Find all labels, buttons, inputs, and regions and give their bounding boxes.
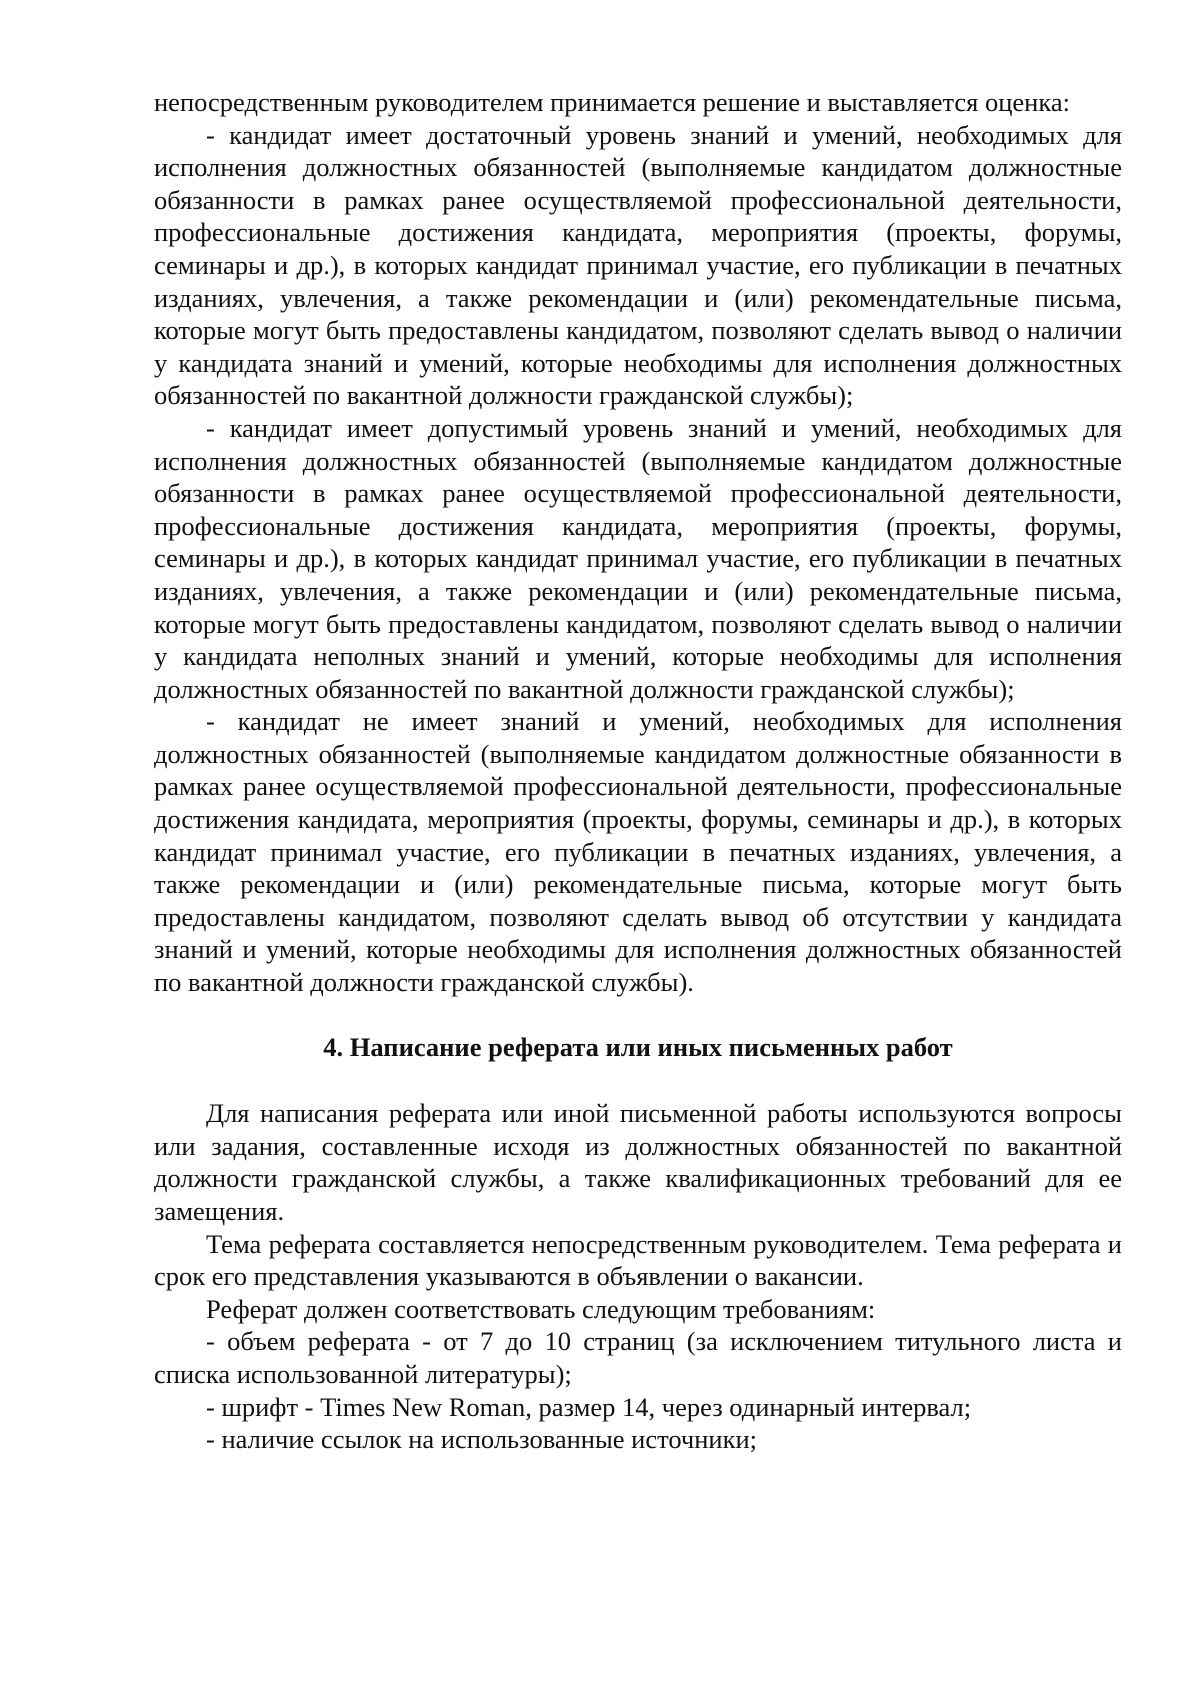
criterion-acceptable: - кандидат имеет допустимый уровень знаний и умений, необходимых для исполнения должностных обязанностей (выполняемые кандидатом должностные обязанности в рамках ранее осуществляемой профессиональной деятельности, профессиональные достижения кандидата, мероприятия (проекты, форумы, семинары и др.), в которых кандидат принимал участие, его публикации в печатных изданиях, увлечения, а также рекомендации и (или) рекомендательные письма, которые могут быть предоставлены кандидатом, позволяют сделать вывод о наличии у кандидата неполных знаний и умений, которые необходимы для исполнения должностных обязанностей по вакантной должности гражданской службы); [154,412,1122,704]
section-heading: 4. Написание реферата или иных письменных работ [323,1031,953,1062]
criterion-absent: - кандидат не имеет знаний и умений, необходимых для исполнения должностных обязанностей (выполняемые кандидатом должностные обязанности в рамках ранее осуществляемой профессиональной деятельности, профессиональные достижения кандидата, мероприятия (проекты, форумы, семинары и др.), в которых кандидат принимал участие, его публикации в печатных изданиях, увлечения, а также рекомендации и (или) рекомендательные письма, которые могут быть предоставлены кандидатом, позволяют сделать вывод об отсутствии у кандидата знаний и умений, которые необходимы для исполнения должностных обязанностей по вакантной должности гражданской службы). [154,706,1122,998]
intro-paragraph: непосредственным руководителем принимается решение и выставляется оценка: [154,87,1070,117]
requirement-volume: - объем реферата - от 7 до 10 страниц (за исключением титульного листа и списка использованной литературы); [154,1326,1122,1389]
requirement-font: - шрифт - Times New Roman, размер 14, через одинарный интервал; [206,1391,972,1422]
section-paragraph-2: Тема реферата составляется непосредственным руководителем. Тема реферата и срок его представления указываются в объявлении о вакансии. [154,1228,1122,1292]
requirement-references: - наличие ссылок на использованные источники; [206,1424,758,1455]
section-paragraph-3: Реферат должен соответствовать следующим требованиям: [206,1293,876,1324]
section-paragraph-1: Для написания реферата или иной письменной работы используются вопросы или задания, составленные исходя из должностных обязанностей по вакантной должности гражданской службы, а также квалификационных требований для ее замещения. [154,1098,1122,1226]
criterion-sufficient: - кандидат имеет достаточный уровень знаний и умений, необходимых для исполнения должностных обязанностей (выполняемые кандидатом должностные обязанности в рамках ранее осуществляемой профессиональной деятельности, профессиональные достижения кандидата, мероприятия (проекты, форумы, семинары и др.), в которых кандидат принимал участие, его публикации в печатных изданиях, увлечения, а также рекомендации и (или) рекомендательные письма, которые могут быть предоставлены кандидатом, позволяют сделать вывод о наличии у кандидата знаний и умений, которые необходимы для исполнения должностных обязанностей по вакантной должности гражданской службы); [154,119,1122,411]
document-page [154,86,1122,1456]
